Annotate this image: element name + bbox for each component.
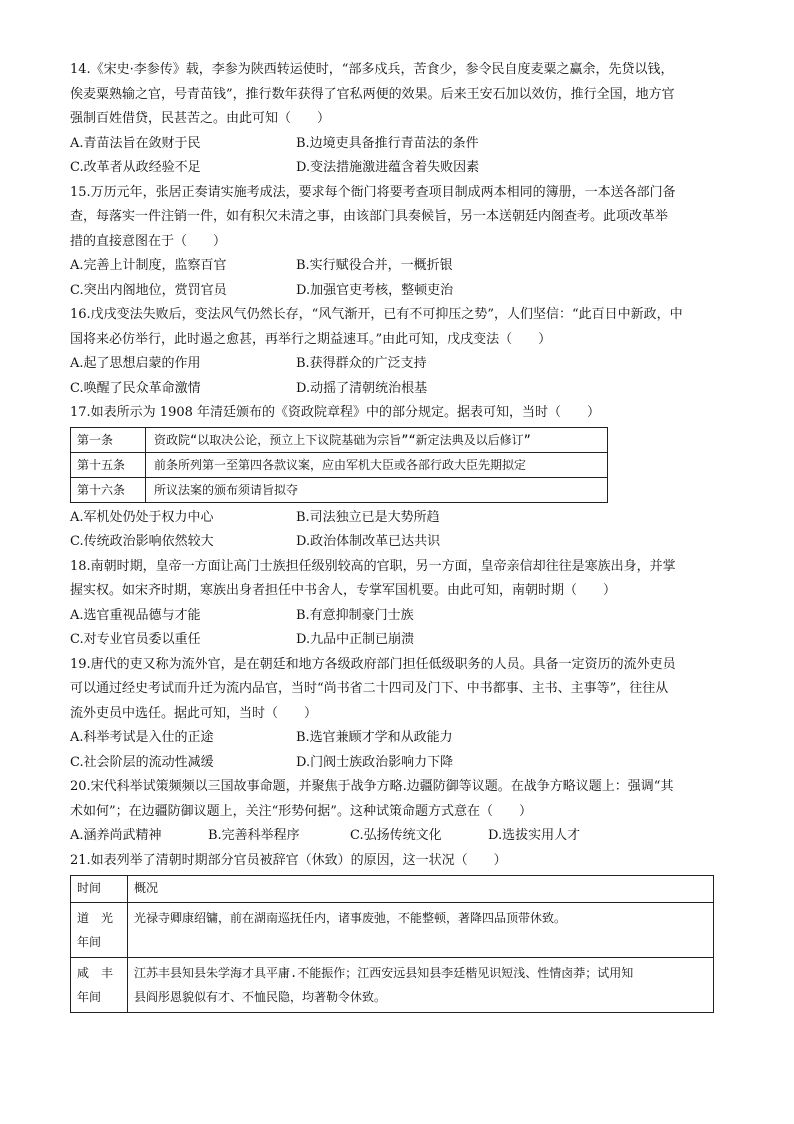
option-d[interactable]: D.政治体制改革已达共识 — [296, 534, 441, 549]
option-d[interactable]: D.加强官吏考核，整顿吏治 — [296, 282, 454, 298]
options-row — [70, 254, 726, 279]
article-cell: 第一条 — [71, 427, 146, 452]
option-c[interactable]: C.唤醒了民众革命激情 — [70, 380, 201, 396]
option-a[interactable]: A.完善上计制度，监察百官 — [70, 258, 227, 273]
option-b[interactable]: B.选官兼顾才学和从政能力 — [296, 730, 453, 745]
period-suffix: 年间 — [77, 990, 102, 1004]
resignation-table — [70, 875, 714, 1013]
content-cell: 所议法案的颁布须请旨拟夺 — [146, 477, 608, 502]
question-stem: 强制百姓借贷，民甚苦之。由此可知（ ） — [70, 111, 331, 126]
question-stem: 18.南朝时期，皇帝一方面让高门士族担任级别较高的官职，另一方面，皇帝亲信却往往是寒族出身，并掌 — [70, 558, 676, 574]
option-d[interactable]: D.九品中正制已崩溃 — [296, 632, 415, 647]
question-stem: 16.戊戌变法失败后，变法风气仍然长存，“风气渐开，已有不可抑压之势”，人们坚信：“此百日中新政，中 — [70, 307, 683, 322]
option-b[interactable]: B.有意抑制豪门士族 — [296, 607, 414, 623]
period-suffix: 年间 — [77, 935, 102, 949]
option-a[interactable]: A.涵养尚武精神 — [70, 828, 162, 843]
summary-cell — [128, 903, 714, 958]
question-stem: 14.《宋史·李参传》载，李参为陕西转运使时，“部多戍兵，苦食少，参令民自度麦粟之赢余，先贷以钱， — [70, 62, 674, 77]
question-stem: 19.唐代的吏又称为流外官，是在朝廷和地方各级政府部门担任低级职务的人员。具备一定资历的流外吏员 — [70, 656, 676, 672]
option-c[interactable]: C.传统政治影响依然较大 — [70, 534, 214, 549]
option-b[interactable]: B.司法独立已是大势所趋 — [296, 509, 440, 525]
options-row — [70, 628, 726, 653]
table-row — [71, 427, 608, 452]
option-c[interactable]: C.改革者从政经验不足 — [70, 160, 201, 175]
summary-cell — [128, 958, 714, 1013]
period-name: 道 光 — [77, 911, 114, 925]
option-d[interactable]: D.门阀士族政治影响力下降 — [296, 754, 454, 770]
exam-page — [70, 58, 726, 1013]
option-b[interactable]: B.边境吏具备推行青苗法的条件 — [296, 135, 479, 151]
options-row — [70, 377, 726, 402]
options-row — [70, 156, 726, 181]
summary-text: 县阎彤恩貌似有才、不恤民隐，均著勒令休致。 — [134, 990, 387, 1004]
option-a[interactable]: A.选官重视品德与才能 — [70, 607, 201, 623]
option-d[interactable]: D.变法措施激进蕴含着失败因素 — [296, 160, 480, 175]
question-stem: 流外吏员中选任。据此可知，当时（ ） — [70, 705, 318, 721]
period-cell — [71, 903, 128, 958]
options-row — [70, 132, 726, 157]
table-row — [71, 452, 608, 477]
option-d[interactable]: D.选拔实用人才 — [488, 828, 581, 843]
question-stem: 15.万历元年，张居正奏请实施考成法，要求每个衙门将要考查项目制成两本相同的簿册，一本送各部门备 — [70, 184, 676, 200]
question-16 — [70, 303, 726, 401]
option-b[interactable]: B.完善科举程序 — [208, 828, 300, 843]
period-name: 咸 丰 — [77, 966, 114, 980]
options-row — [70, 824, 726, 849]
options-row — [70, 604, 726, 629]
options-row — [70, 352, 726, 377]
question-20 — [70, 775, 726, 849]
options-row — [70, 751, 726, 776]
period-cell — [71, 958, 128, 1013]
table-row — [71, 903, 714, 958]
question-19 — [70, 653, 726, 776]
question-14 — [70, 58, 726, 181]
question-stem: 21.如表列举了清朝时期部分官员被辞官（休致）的原因，这一状况（ ） — [70, 852, 507, 868]
content-cell: 资政院“以取决公论，预立上下议院基础为宗旨”“新定法典及以后修订” — [146, 427, 608, 452]
header-time: 时间 — [71, 876, 128, 903]
options-row — [70, 506, 726, 531]
option-a[interactable]: A.青苗法旨在敛财于民 — [70, 135, 201, 151]
article-cell: 第十五条 — [71, 452, 146, 477]
question-stem: 俟麦粟熟输之官，号青苗钱”，推行数年获得了官私两便的效果。后来王安石加以效仿，推行全国，地方官 — [70, 86, 675, 102]
question-18 — [70, 555, 726, 653]
question-15 — [70, 181, 726, 304]
regulation-table — [70, 427, 608, 503]
option-c[interactable]: C.弘扬传统文化 — [350, 828, 442, 843]
question-stem: 国将来必仿举行，此时遏之愈甚，再举行之期益速耳。”由此可知，戊戌变法（ ） — [70, 331, 552, 347]
table-row — [71, 477, 608, 502]
article-cell: 第十六条 — [71, 477, 146, 502]
option-b[interactable]: B.获得群众的广泛支持 — [296, 356, 427, 371]
header-summary: 概况 — [128, 876, 714, 903]
option-a[interactable]: A.科举考试是入仕的正途 — [70, 730, 214, 745]
question-stem: 查，每落实一件注销一件，如有积欠未清之事，由该部门具奏候旨，另一本送朝廷内阁查考。此项改革举 — [70, 209, 669, 224]
option-a[interactable]: A.军机处仍处于权力中心 — [70, 509, 214, 525]
summary-text: 江苏丰县知县朱学海才具平庸.不能振作；江西安远县知县李廷楷见识短浅、性情卤莽；试用知 — [134, 966, 634, 980]
summary-text: 光禄寺卿康绍镛，前在湖南巡抚任内，诸事废弛，不能整顿，著降四品顶带休致。 — [134, 911, 567, 925]
question-stem: 可以通过经史考试而升迁为流内品官，当时“尚书省二十四司及门下、中书都事、主书、主事等”，往往从 — [70, 681, 669, 696]
table-header-row — [71, 876, 714, 903]
option-d[interactable]: D.动摇了清朝统治根基 — [296, 380, 428, 396]
question-stem: 17.如表所示为 1908 年清廷颁布的《资政院章程》中的部分规定。据表可知，当时（ ） — [70, 405, 601, 420]
option-c[interactable]: C.社会阶层的流动性减缓 — [70, 754, 214, 770]
option-c[interactable]: C.突出内阁地位，赏罚官员 — [70, 282, 227, 298]
table-row — [71, 958, 714, 1013]
question-21 — [70, 849, 726, 1014]
options-row — [70, 279, 726, 304]
question-stem: 20.宋代科举试策频频以三国故事命题，并聚焦于战争方略.边疆防御等议题。在战争方略议题上：强调“其 — [70, 779, 674, 794]
content-cell: 前条所列第一至第四各款议案，应由军机大臣或各部行政大臣先期拟定 — [146, 452, 608, 477]
question-stem: 措的直接意图在于（ ） — [70, 233, 227, 249]
options-row — [70, 530, 726, 555]
question-stem: 术如何”；在边疆防御议题上，关注“形势何据”。这种试策命题方式意在（ ） — [70, 803, 532, 819]
question-17 — [70, 401, 726, 555]
option-c[interactable]: C.对专业官员委以重任 — [70, 632, 201, 647]
option-b[interactable]: B.实行赋役合并，一概折银 — [296, 258, 453, 273]
options-row — [70, 726, 726, 751]
question-stem: 握实权。如宋齐时期，寒族出身者担任中书舍人，专掌军国机要。由此可知，南朝时期（ ） — [70, 583, 617, 598]
option-a[interactable]: A.起了思想启蒙的作用 — [70, 356, 201, 371]
